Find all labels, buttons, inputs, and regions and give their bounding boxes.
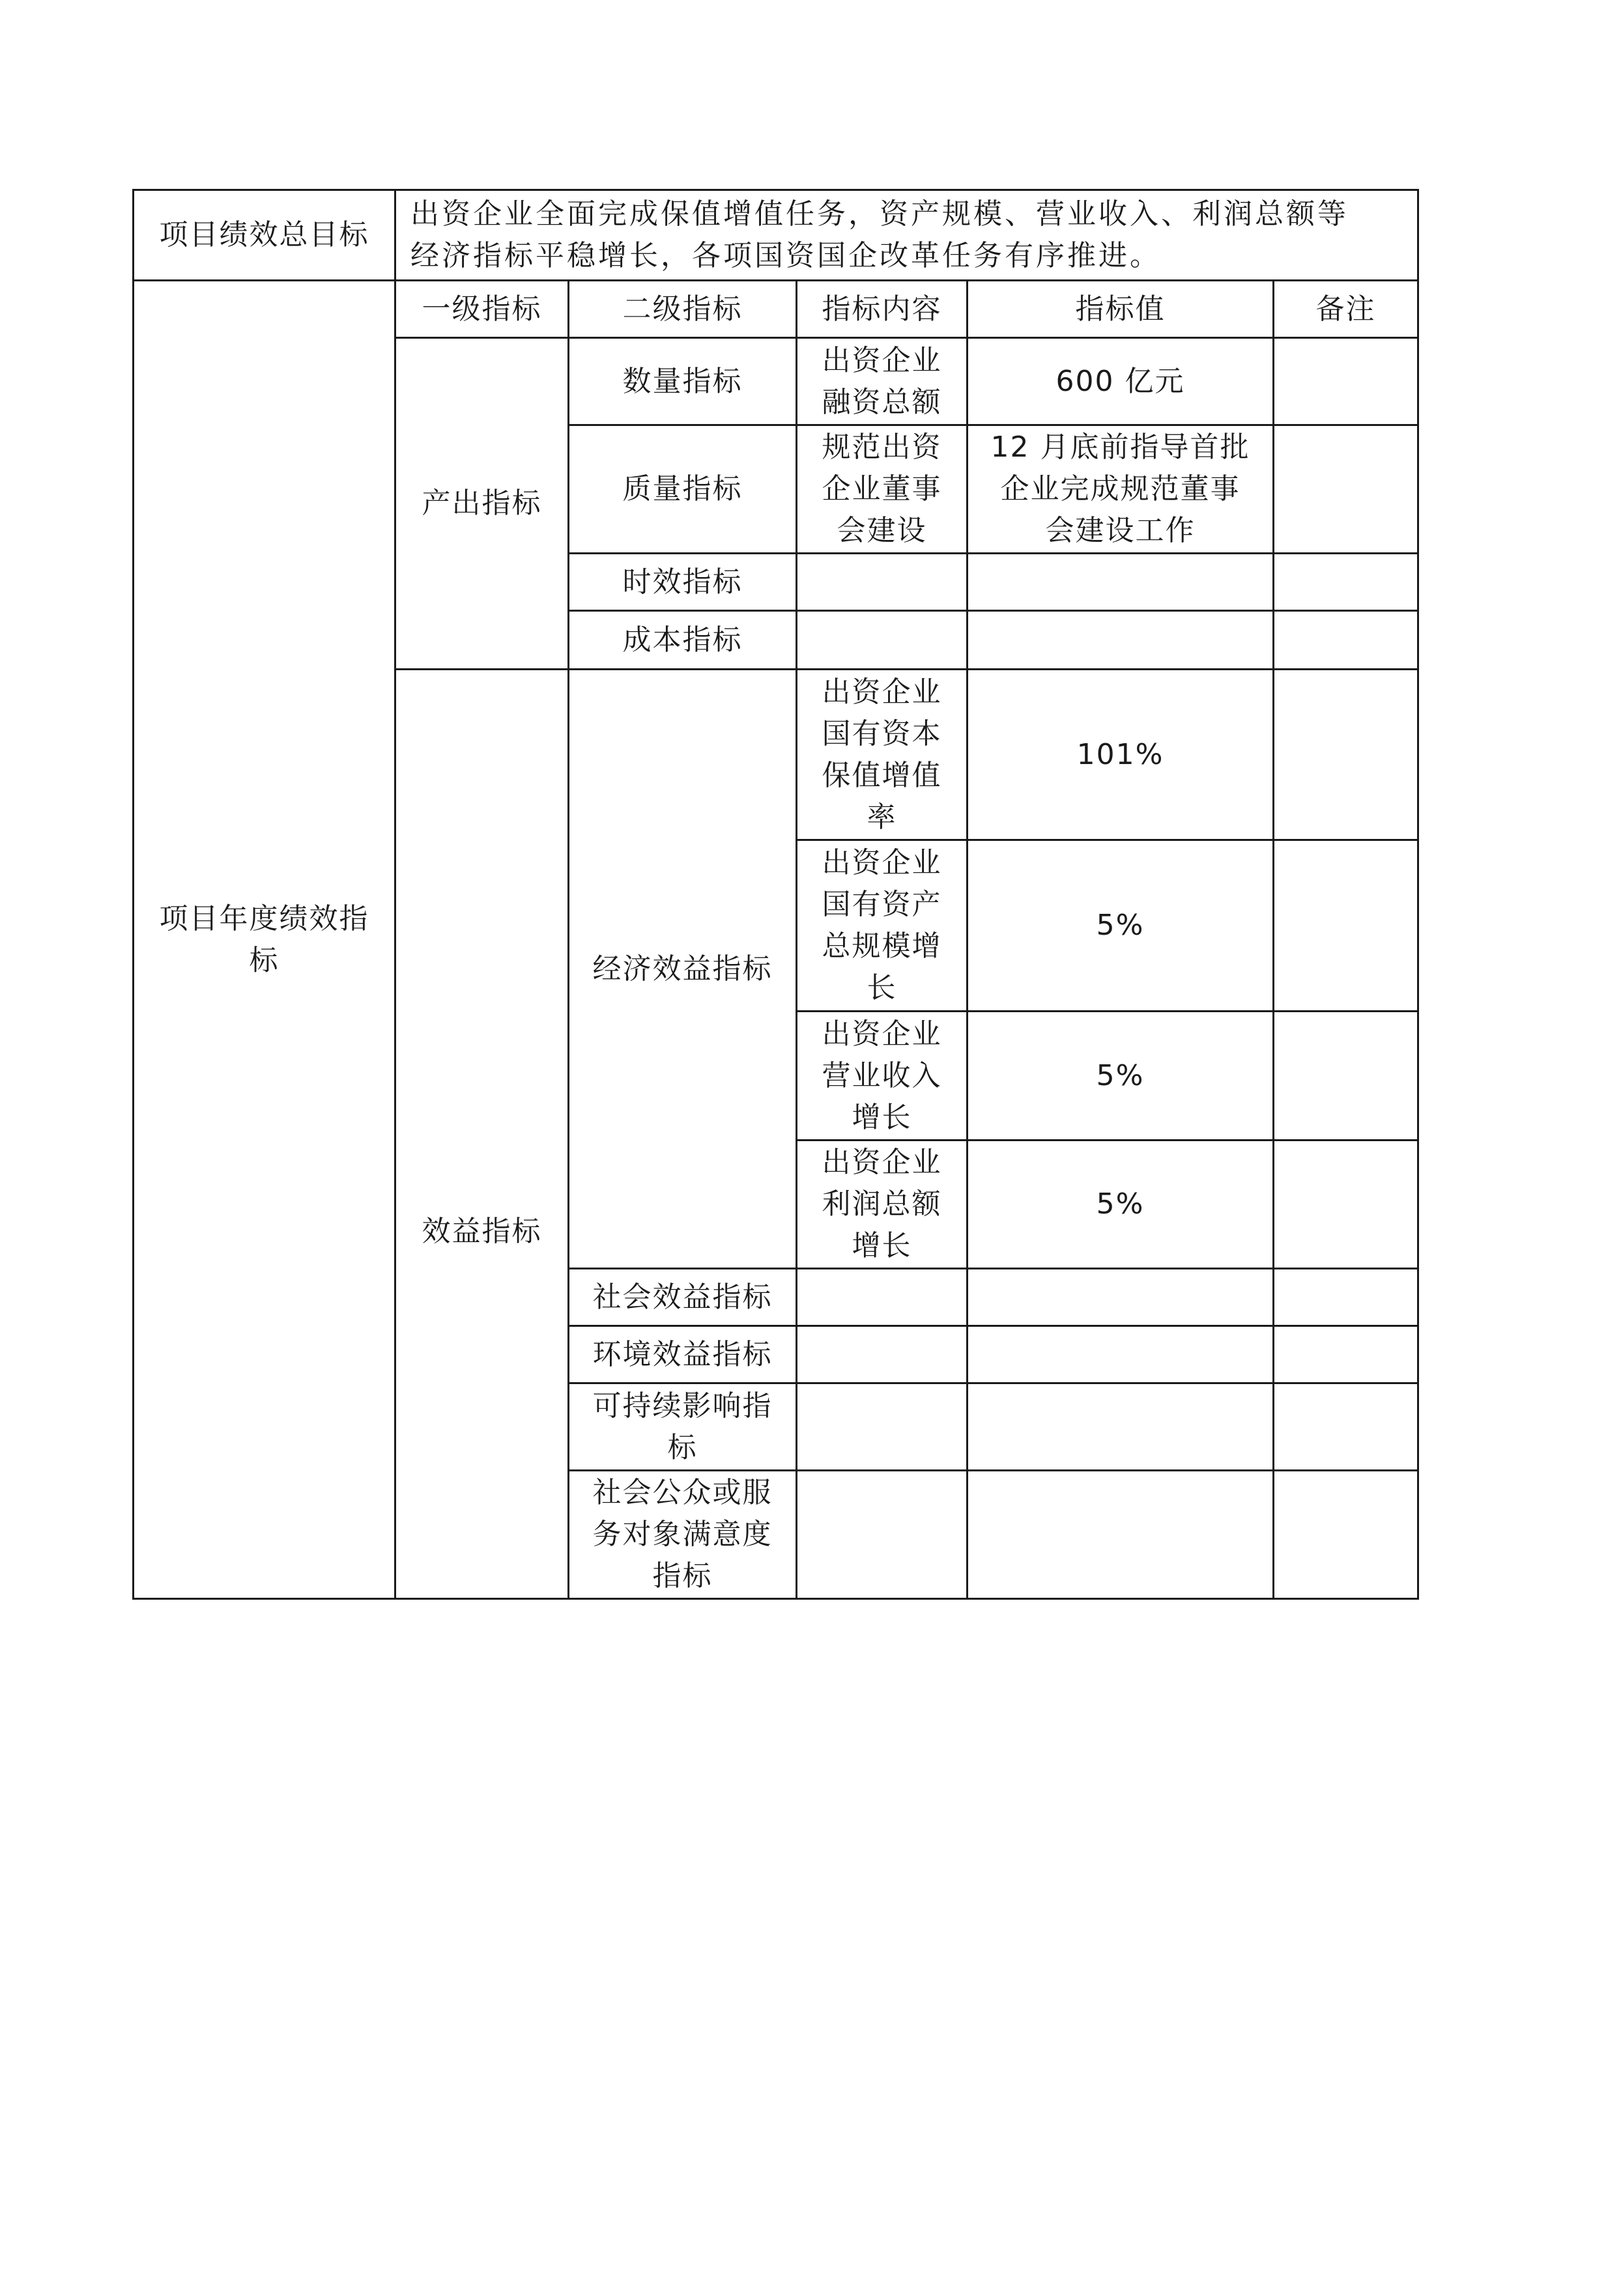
sustainable-indicator-label [569,1383,797,1471]
quantity-note [1274,338,1418,425]
header-level1: 一级指标 [395,281,569,338]
economic-content-1 [797,670,968,840]
value-line: 企业完成规范董事 [1000,472,1241,505]
content-line: 国有资本 [822,716,942,750]
content-line: 增长 [852,1229,912,1262]
quality-content [797,425,968,554]
satisfaction-note [1274,1471,1418,1599]
timeliness-content [797,554,968,611]
timeliness-indicator-label: 时效指标 [569,554,797,611]
header-content: 指标内容 [797,281,968,338]
economic-indicator-label: 经济效益指标 [569,670,797,1269]
performance-table [132,189,1419,1600]
cost-value [968,611,1274,670]
header-value: 指标值 [968,281,1274,338]
cost-indicator-label: 成本指标 [569,611,797,670]
content-line: 企业董事 [822,472,942,505]
label-line: 社会公众或服 [592,1476,773,1509]
quality-indicator-label: 质量指标 [569,425,797,554]
benefit-indicator-label: 效益指标 [395,670,569,1599]
economic-note-4 [1274,1141,1418,1269]
environment-content [797,1326,968,1383]
content-line: 长 [867,971,897,1004]
label-line: 标 [667,1430,698,1464]
satisfaction-content [797,1471,968,1599]
social-note [1274,1269,1418,1326]
quantity-value: 600 亿元 [968,338,1274,425]
header-row [134,281,1418,338]
content-line: 融资总额 [822,385,942,419]
value-line: 会建设工作 [1045,514,1196,547]
economic-content-2 [797,840,968,1012]
content-line: 营业收入 [822,1058,942,1092]
social-indicator-label: 社会效益指标 [569,1269,797,1326]
content-line: 规范出资 [822,431,942,464]
economic-content-4 [797,1141,968,1269]
sustainable-value [968,1383,1274,1471]
content-line: 国有资产 [822,888,942,921]
quantity-content [797,338,968,425]
cost-note [1274,611,1418,670]
economic-note-2 [1274,840,1418,1012]
environment-indicator-label: 环境效益指标 [569,1326,797,1383]
content-line: 出资企业 [822,1017,942,1051]
goal-row [134,190,1418,281]
header-note: 备注 [1274,281,1418,338]
social-content [797,1269,968,1326]
quantity-indicator-label: 数量指标 [569,338,797,425]
economic-note-1 [1274,670,1418,840]
annual-label-line: 标 [249,943,280,977]
cost-content [797,611,968,670]
quality-value [968,425,1274,554]
content-line: 增长 [852,1100,912,1134]
economic-value-2: 5% [968,840,1274,1012]
content-line: 保值增值 [822,758,942,792]
timeliness-value [968,554,1274,611]
content-line: 总规模增 [822,929,942,963]
label-line: 指标 [652,1559,713,1593]
social-value [968,1269,1274,1326]
label-line: 务对象满意度 [592,1518,773,1551]
output-indicator-label: 产出指标 [395,338,569,670]
value-line: 12 月底前指导首批 [990,431,1250,464]
satisfaction-value [968,1471,1274,1599]
sustainable-content [797,1383,968,1471]
timeliness-note [1274,554,1418,611]
goal-text-line: 经济指标平稳增长，各项国资国企改革任务有序推进。 [410,239,1161,272]
goal-label: 项目绩效总目标 [134,190,395,281]
quality-note [1274,425,1418,554]
content-line: 出资企业 [822,1146,942,1179]
economic-value-3: 5% [968,1012,1274,1141]
header-level2: 二级指标 [569,281,797,338]
content-line: 出资企业 [822,846,942,879]
economic-content-3 [797,1012,968,1141]
content-line: 会建设 [837,514,927,547]
economic-value-4: 5% [968,1141,1274,1269]
environment-value [968,1326,1274,1383]
goal-text-line: 出资企业全面完成保值增值任务，资产规模、营业收入、利润总额等 [410,197,1349,231]
satisfaction-indicator-label [569,1471,797,1599]
annual-label-line: 项目年度绩效指 [159,901,369,935]
content-line: 率 [867,800,897,834]
economic-value-1: 101% [968,670,1274,840]
economic-note-3 [1274,1012,1418,1141]
goal-text [395,190,1418,281]
content-line: 出资企业 [822,675,942,709]
content-line: 利润总额 [822,1187,942,1221]
label-line: 可持续影响指 [592,1389,773,1423]
environment-note [1274,1326,1418,1383]
annual-indicator-label [134,281,395,1599]
sustainable-note [1274,1383,1418,1471]
content-line: 出资企业 [822,343,942,377]
